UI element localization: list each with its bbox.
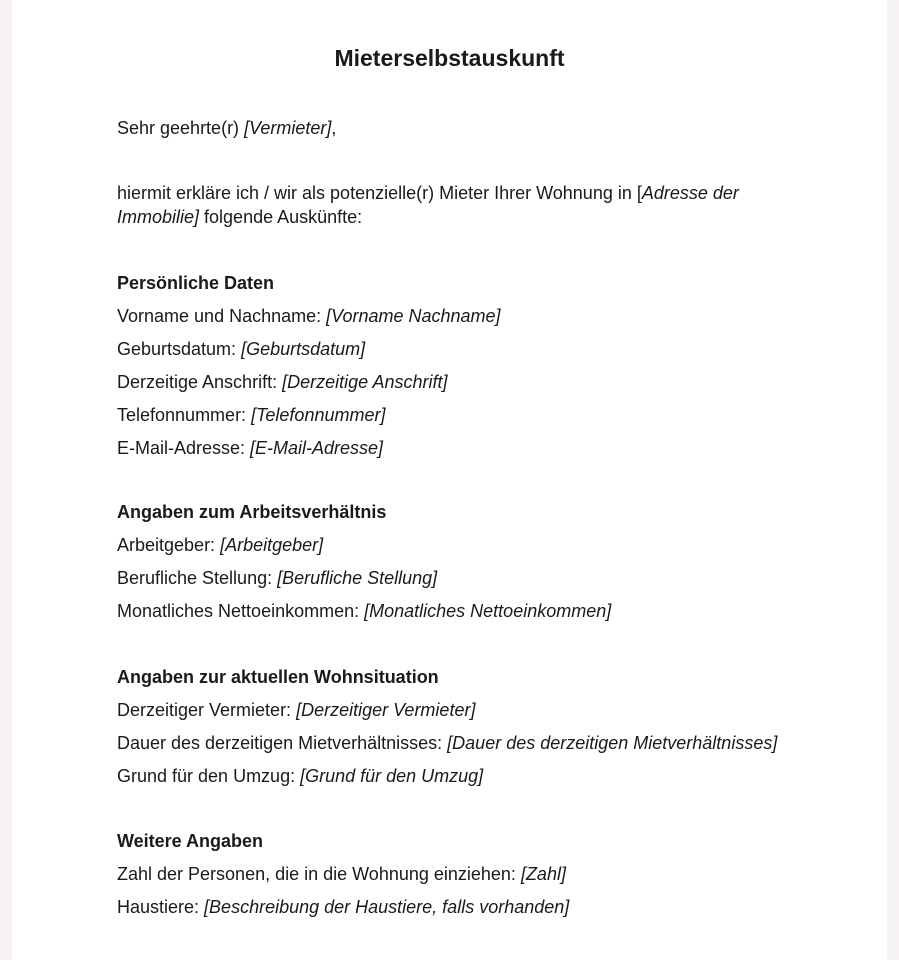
field-placeholder: [Beschreibung der Haustiere, falls vorhanden] (204, 897, 570, 917)
field-label: Telefonnummer: (117, 405, 252, 425)
section (117, 267, 777, 465)
field-label: Derzeitiger Vermieter: (117, 700, 297, 720)
section (117, 825, 777, 924)
field-placeholder: [Telefonnummer] (251, 405, 386, 425)
field-row (117, 858, 777, 891)
section-heading: Weitere Angaben (117, 831, 264, 851)
field-label: E-Mail-Adresse: (117, 438, 251, 458)
section-heading: Angaben zum Arbeitsverhältnis (117, 502, 387, 522)
intro-suffix: folgende Auskünfte: (199, 207, 363, 227)
field-label: Haustiere: (117, 897, 205, 917)
section (117, 496, 777, 628)
section (117, 661, 777, 793)
section-heading: Angaben zur aktuellen Wohnsituation (117, 667, 439, 687)
field-row (117, 562, 777, 595)
field-label: Grund für den Umzug: (117, 766, 301, 786)
field-label: Vorname und Nachname: (117, 306, 327, 326)
field-placeholder: [Arbeitgeber] (220, 535, 324, 555)
field-placeholder: [E-Mail-Adresse] (250, 438, 384, 458)
field-placeholder: [Zahl] (520, 864, 566, 884)
field-placeholder: [Monatliches Nettoeinkommen] (364, 601, 612, 621)
field-placeholder: [Geburtsdatum] (241, 339, 366, 359)
field-placeholder: [Grund für den Umzug] (300, 766, 484, 786)
field-label: Berufliche Stellung: (117, 568, 278, 588)
field-label: Arbeitgeber: (117, 535, 221, 555)
field-row (117, 595, 777, 628)
salutation-suffix: , (331, 118, 337, 138)
intro-placeholder: Adresse der Immobilie] (117, 183, 739, 227)
field-row (117, 727, 777, 760)
field-row (117, 760, 777, 793)
field-row (117, 366, 777, 399)
field-label: Dauer des derzeitigen Mietverhältnisses: (117, 733, 448, 753)
field-placeholder: [Vorname Nachname] (326, 306, 501, 326)
field-label: Derzeitige Anschrift: (117, 372, 283, 392)
document-page (12, 0, 887, 960)
field-placeholder: [Berufliche Stellung] (277, 568, 438, 588)
section-heading: Persönliche Daten (117, 273, 275, 293)
salutation (117, 112, 777, 145)
field-row (117, 529, 777, 562)
field-row (117, 300, 777, 333)
field-row (117, 694, 777, 727)
intro-text: hiermit erkläre ich / wir als potenzielle(r) Mieter Ihrer Wohnung in [ (117, 183, 642, 203)
field-row (117, 432, 777, 465)
field-row (117, 399, 777, 432)
salutation-text: Sehr geehrte(r) (117, 118, 245, 138)
document-title: Mieterselbstauskunft (334, 45, 565, 71)
field-placeholder: [Derzeitiger Vermieter] (296, 700, 476, 720)
field-label: Geburtsdatum: (117, 339, 242, 359)
field-label: Zahl der Personen, die in die Wohnung einziehen: (117, 864, 521, 884)
field-row (117, 891, 777, 924)
field-placeholder: [Dauer des derzeitigen Mietverhältnisses] (447, 733, 778, 753)
field-label: Monatliches Nettoeinkommen: (117, 601, 365, 621)
field-row (117, 333, 777, 366)
field-placeholder: [Derzeitige Anschrift] (282, 372, 448, 392)
intro-paragraph (117, 181, 767, 229)
salutation-placeholder: [Vermieter] (244, 118, 332, 138)
